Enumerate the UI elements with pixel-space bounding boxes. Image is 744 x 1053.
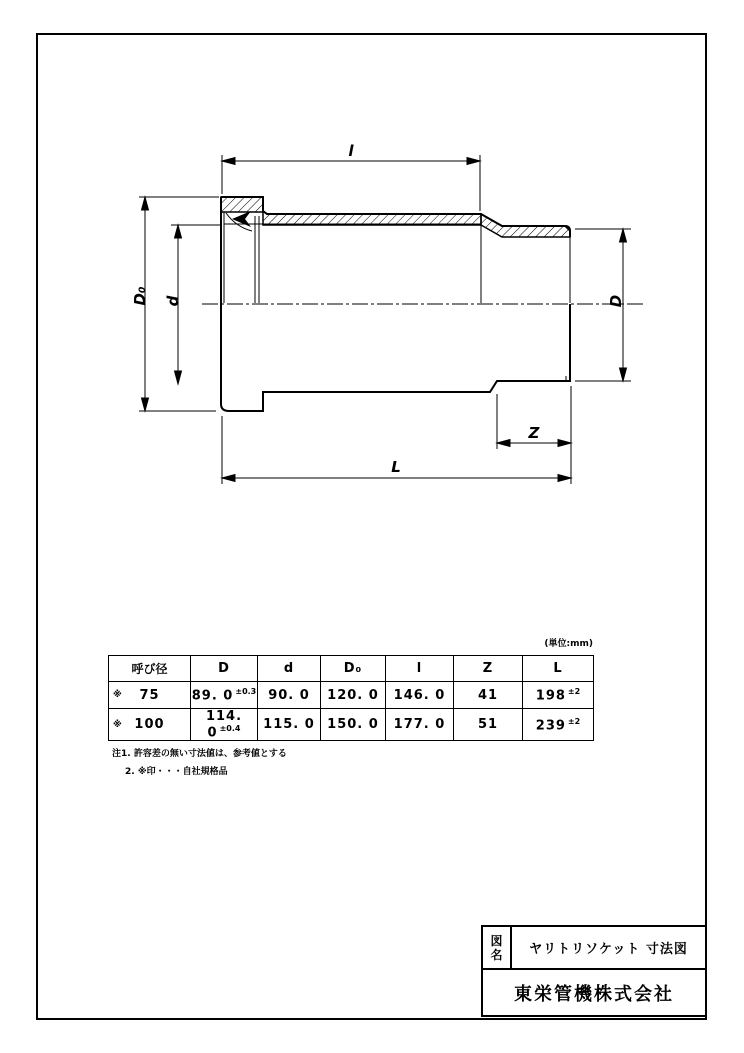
cell-L: 198 $^{\pm 2}$ <box>523 682 594 709</box>
dim-label-Z: Z <box>528 424 540 442</box>
col-header-d: d <box>258 656 321 682</box>
note-line-1: 注1. 許容差の無い寸法値は、参考値とする <box>112 749 287 759</box>
cell-d: 115. 0 <box>258 709 321 741</box>
dim-label-L: L <box>391 458 401 476</box>
table-row <box>109 709 594 741</box>
jis-mark: ※ <box>113 690 122 700</box>
cell-Z: 41 <box>454 682 523 709</box>
dim-label-D0: D₀ <box>131 286 149 306</box>
cell-L: 239 $^{\pm 2}$ <box>523 709 594 741</box>
cell-size: ※ 75 <box>109 682 191 709</box>
col-header-L: L <box>523 656 594 682</box>
dim-label-D: D <box>607 294 625 308</box>
cell-size: ※ 100 <box>109 709 191 741</box>
cell-D0: 120. 0 <box>321 682 386 709</box>
company-name: 東栄管機株式会社 <box>481 968 707 1017</box>
title-block-label-mei: 名 <box>490 947 503 962</box>
cell-l: 146. 0 <box>386 682 454 709</box>
dim-label-l: l <box>348 142 354 160</box>
gasket-lip-arrow <box>232 211 251 227</box>
cell-Z: 51 <box>454 709 523 741</box>
drawing-name: ヤリトリソケット 寸法図 <box>529 942 688 957</box>
col-header-D: D <box>191 656 258 682</box>
note-line-2: 2. ※印・・・自社規格品 <box>125 767 228 777</box>
unit-note: (単位:mm) <box>544 639 593 649</box>
title-block-label-zu: 図 <box>490 933 503 948</box>
notes <box>112 745 287 781</box>
table-row <box>109 682 594 709</box>
section-hatching <box>221 197 570 237</box>
dim-label-d: d <box>164 295 182 307</box>
title-block-label <box>483 927 512 968</box>
col-header-D0: D₀ <box>321 656 386 682</box>
col-header-size: 呼び径 <box>109 656 191 682</box>
internal-edges <box>224 212 570 381</box>
cell-D0: 150. 0 <box>321 709 386 741</box>
cell-d: 90. 0 <box>258 682 321 709</box>
dimension-table <box>108 655 594 741</box>
col-header-l: l <box>386 656 454 682</box>
cell-D: 114. 0 $^{\pm 0.4}$ <box>191 709 258 741</box>
jis-mark: ※ <box>113 719 122 730</box>
cell-l: 177. 0 <box>386 709 454 741</box>
col-header-Z: Z <box>454 656 523 682</box>
title-block-name-row <box>481 925 707 970</box>
gasket-lip-curve <box>226 213 252 231</box>
cell-D: 89. 0 $^{\pm 0.3}$ <box>191 682 258 709</box>
table-header-row <box>109 656 594 682</box>
